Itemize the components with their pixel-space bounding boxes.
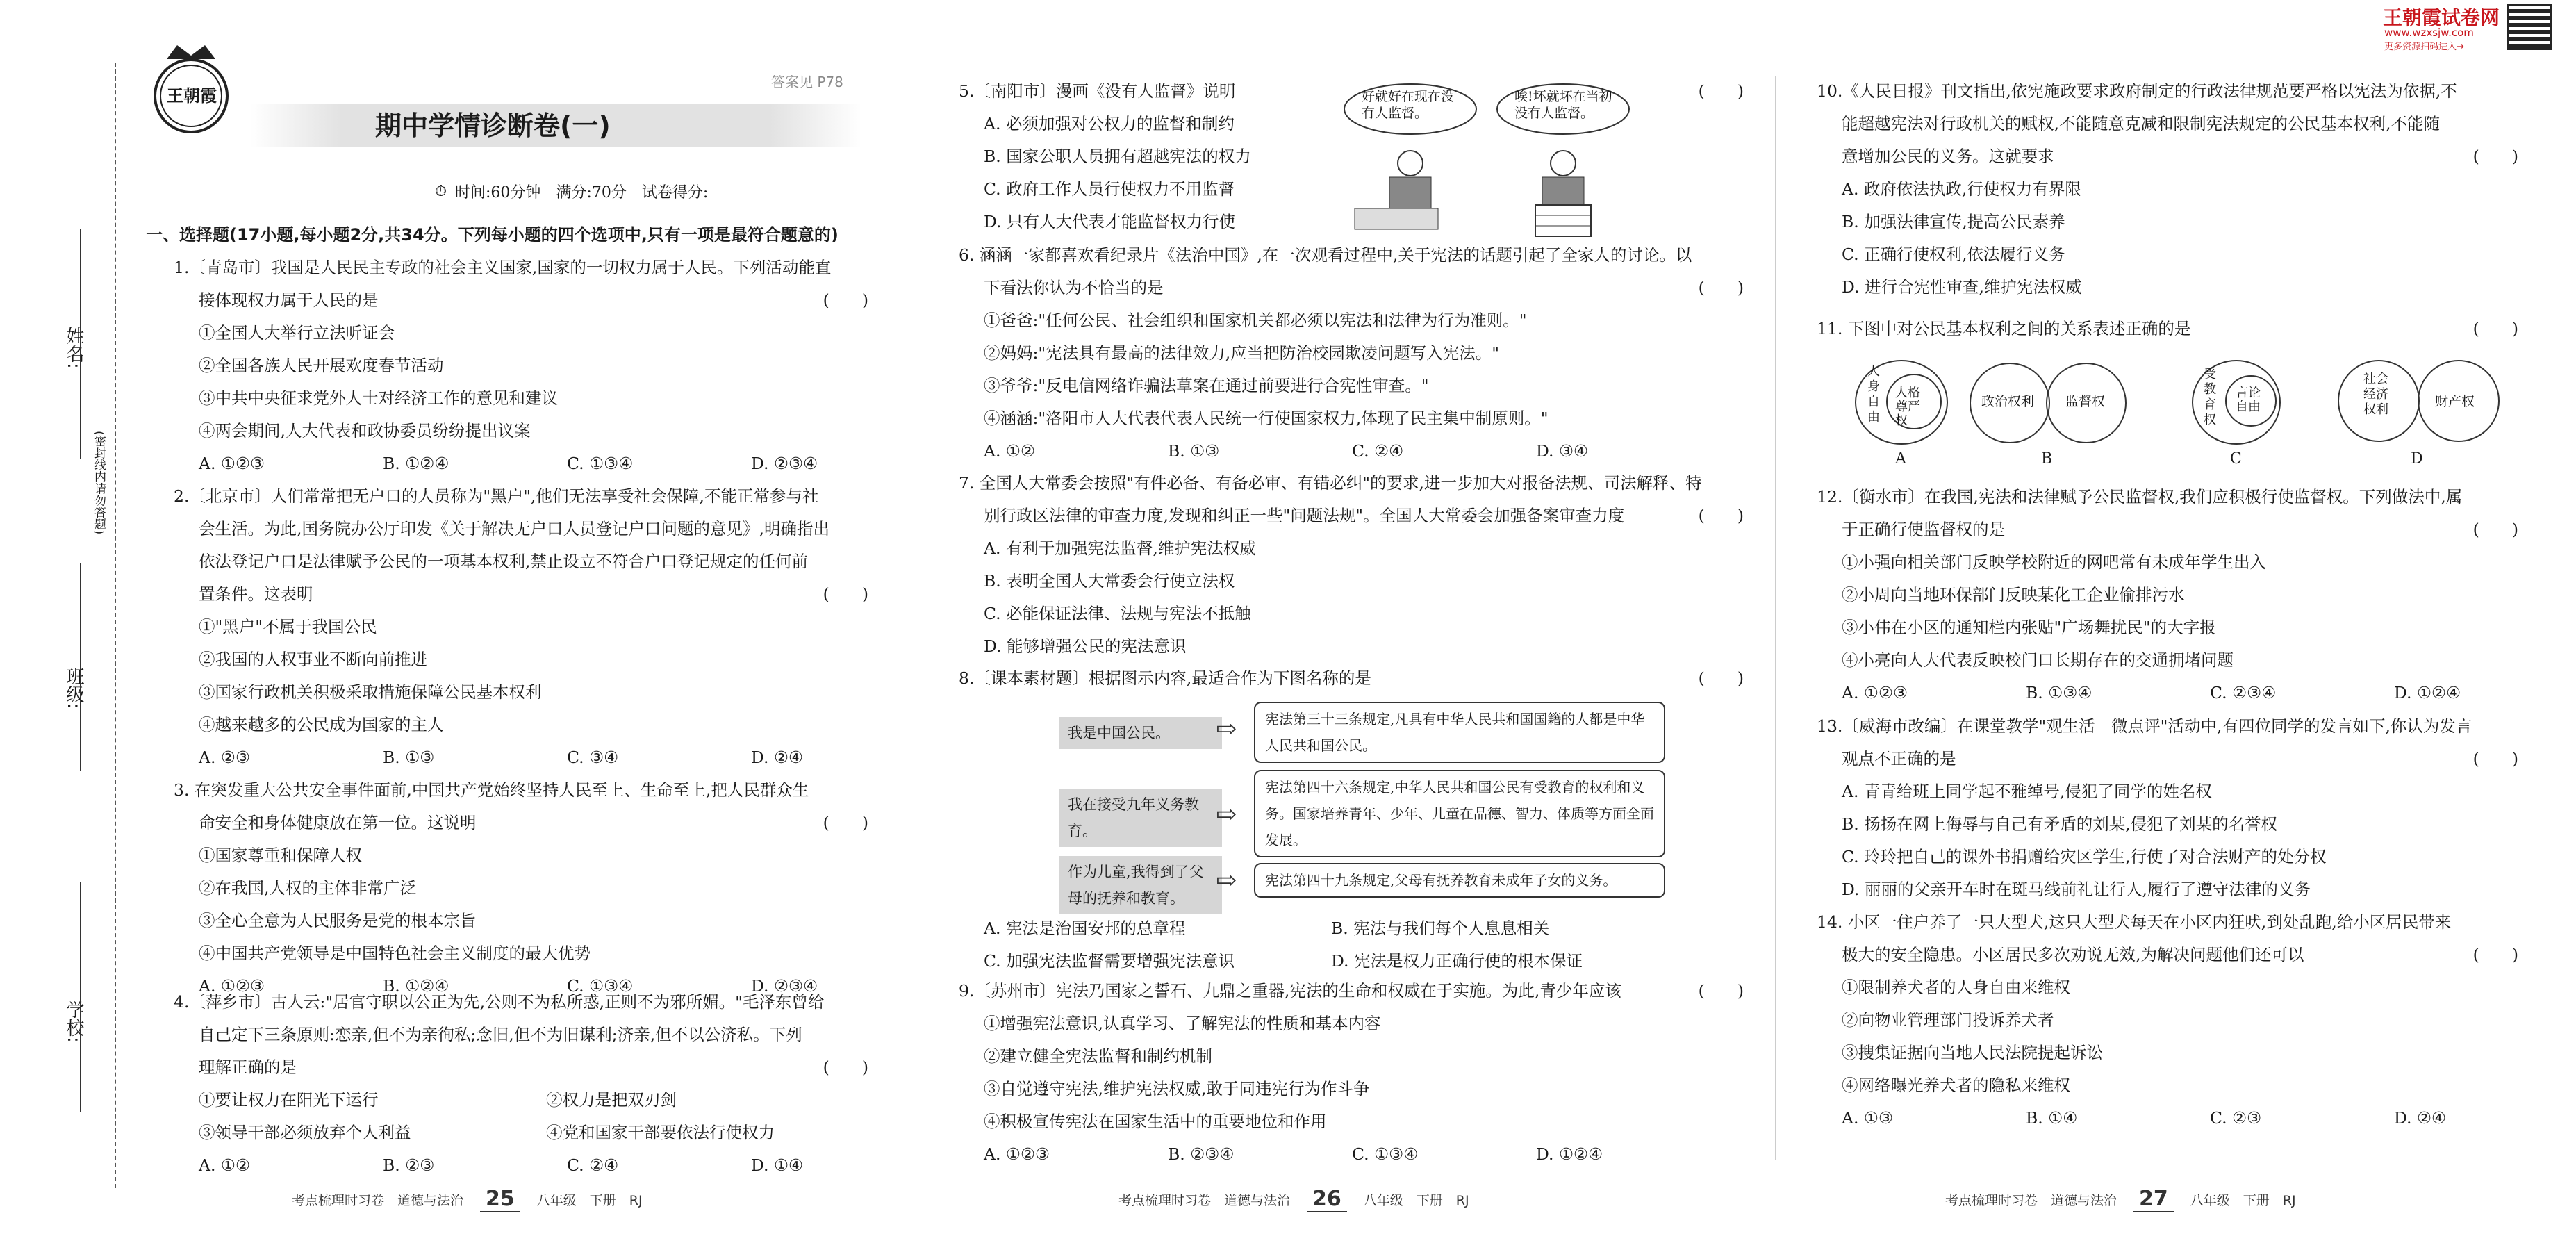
school-label: 学校: xyxy=(63,1001,84,1043)
exam-meta: 时间:60分钟 满分:70分 试卷得分: xyxy=(455,184,709,201)
name-label: 姓名: xyxy=(63,327,84,369)
q2-item2: ②我国的人权事业不断向前推进 xyxy=(199,650,427,669)
q1-line1: 1.〔青岛市〕我国是人民民主专政的社会主义国家,国家的一切权力属于人民。下列活动能直 xyxy=(174,258,832,277)
question-3 xyxy=(174,774,868,1003)
q4-option-a[interactable]: A. ①② xyxy=(199,1155,251,1175)
q3-item4: ④中国共产党领导是中国特色社会主义制度的最大优势 xyxy=(199,944,591,963)
q9-option-a[interactable]: A. ①②③ xyxy=(984,1144,1050,1164)
q9-option-b[interactable]: B. ②③④ xyxy=(1168,1144,1235,1164)
q8-gray-box-1: 我是中国公民。 xyxy=(1059,717,1222,749)
q8-arrow-3: ⇨ xyxy=(1216,866,1237,895)
q8-option-a[interactable]: A. 宪法是治国安邦的总章程 xyxy=(984,919,1186,938)
q1-option-a[interactable]: A. ①②③ xyxy=(199,454,265,473)
q7-option-d[interactable]: D. 能够增强公民的宪法意识 xyxy=(984,636,1187,656)
q13-answer-paren[interactable]: ( ) xyxy=(2472,749,2518,768)
q7-answer-paren[interactable]: ( ) xyxy=(1698,506,1744,525)
page-number: 27 xyxy=(2133,1187,2174,1212)
q8-box-3: 宪法第四十九条规定,父母有抚养教育未成年子女的义务。 xyxy=(1254,863,1665,898)
q8-gray-box-3: 作为儿童,我得到了父母的抚养和教育。 xyxy=(1059,856,1222,914)
site-name: 王朝霞试卷网 xyxy=(2383,6,2500,29)
q1-options xyxy=(174,447,868,480)
q5-option-b[interactable]: B. 国家公职人员拥有超越宪法的权力 xyxy=(984,147,1251,166)
q10-option-b[interactable]: B. 加强法律宣传,提高公民素养 xyxy=(1842,212,2065,231)
q10-option-d[interactable]: D. 进行合宪性审查,维护宪法权威 xyxy=(1842,277,2082,297)
binding-line xyxy=(115,63,116,1188)
q11-b-label-2: 监督权 xyxy=(2065,394,2106,409)
question-12 xyxy=(1817,481,2518,709)
q14-answer-paren[interactable]: ( ) xyxy=(2472,945,2518,964)
q7-line1: 7. 全国人大常委会按照"有件必备、有备必审、有错必纠"的要求,进一步加大对报备法规、司法解释、特 xyxy=(959,473,1702,493)
q14-item4: ④网络曝光养犬者的隐私来维权 xyxy=(1842,1076,2070,1095)
q2-line3: 依法登记户口是法律赋予公民的一项基本权利,禁止设立不符合户口登记规定的任何前 xyxy=(199,552,808,571)
q10-option-c[interactable]: C. 正确行使权利,依法履行义务 xyxy=(1842,245,2065,264)
clock-icon: ⏱ xyxy=(435,183,447,200)
q12-item2: ②小周向当地环保部门反映某化工企业偷排污水 xyxy=(1842,585,2185,604)
q14-option-b[interactable]: B. ①④ xyxy=(2026,1108,2078,1128)
q5-option-c[interactable]: C. 政府工作人员行使权力不用监督 xyxy=(984,179,1235,199)
question-2 xyxy=(174,480,868,774)
q6-option-c[interactable]: C. ②④ xyxy=(1352,441,1404,461)
q3-option-c[interactable]: C. ①③④ xyxy=(567,976,634,996)
q7-line2: 别行政区法律的审查力度,发现和纠正一些"问题法规"。全国人大常委会加强备案审查力度 xyxy=(984,506,1625,525)
q14-option-a[interactable]: A. ①③ xyxy=(1842,1108,1894,1128)
q14-item3: ③搜集证据向当地人民法院提起诉讼 xyxy=(1842,1043,2103,1062)
q2-option-a[interactable]: A. ②③ xyxy=(199,748,251,767)
q6-options xyxy=(959,435,1744,468)
q12-item1: ①小强向相关部门反映学校附近的网吧常有未成年学生出入 xyxy=(1842,552,2266,572)
q5-bubble-2: 唉!坏就坏在当初没有人监督。 xyxy=(1514,89,1612,121)
q11-d-label-2: 财产权 xyxy=(2435,394,2475,409)
q11-a-inner-label: 人格尊严权 xyxy=(1895,386,1920,428)
q2-item3: ③国家行政机关积极采取措施保障公民基本权利 xyxy=(199,682,542,702)
q14-line1: 14. 小区一住户养了一只大型犬,这只大型犬每天在小区内狂吠,到处乱跑,给小区居民带来 xyxy=(1817,912,2452,932)
q3-option-b[interactable]: B. ①②④ xyxy=(383,976,449,996)
section-heading: 一、选择题(17小题,每小题2分,共34分。下列每小题的四个选项中,只有一项是最符合题意的) xyxy=(146,225,839,245)
q8-answer-paren[interactable]: ( ) xyxy=(1698,668,1744,688)
q6-item2: ②妈妈:"宪法具有最高的法律效力,应当把防治校园欺凌问题写入宪法。" xyxy=(984,343,1500,363)
q8-arrow-2: ⇨ xyxy=(1216,800,1237,829)
footer-left: 考点梳理时习卷 道德与法治 xyxy=(1945,1193,2117,1208)
q13-option-a[interactable]: A. 青青给班上同学起不雅绰号,侵犯了同学的姓名权 xyxy=(1842,782,2212,801)
q9-item4: ④积极宣传宪法在国家生活中的重要地位和作用 xyxy=(984,1112,1327,1131)
page-title: 期中学情诊断卷(一) xyxy=(375,110,611,141)
q9-option-d[interactable]: D. ①②④ xyxy=(1536,1144,1603,1164)
q14-option-d[interactable]: D. ②④ xyxy=(2394,1108,2447,1128)
q4-option-c[interactable]: C. ②④ xyxy=(567,1155,619,1175)
q1-item2: ②全国各族人民开展欢度春节活动 xyxy=(199,356,444,375)
q14-item1: ①限制养犬者的人身自由来维权 xyxy=(1842,978,2070,997)
answer-ref: 答案见 P78 xyxy=(771,74,843,90)
q4-answer-paren[interactable]: ( ) xyxy=(823,1057,868,1077)
q5-bubble-1: 好就好在现在没有人监督。 xyxy=(1362,89,1455,121)
question-10 xyxy=(1817,75,2518,304)
q5-cartoon xyxy=(1334,80,1646,240)
q4-item3: ③领导干部必须放弃个人利益 xyxy=(199,1123,411,1142)
q4-item2: ②权力是把双刃剑 xyxy=(546,1090,677,1110)
q12-item4: ④小亮向人大代表反映校门口长期存在的交通拥堵问题 xyxy=(1842,650,2234,670)
q4-item1: ①要让权力在阳光下运行 xyxy=(199,1090,379,1110)
q9-options xyxy=(959,1138,1744,1171)
q11-c-inner-label: 言论自由 xyxy=(2236,386,2261,414)
q8-box-1: 宪法第三十三条规定,凡具有中华人民共和国国籍的人都是中华人民共和国公民。 xyxy=(1254,702,1665,763)
q9-line1: 9.〔苏州市〕宪法乃国家之誓石、九鼎之重器,宪法的生命和权威在于实施。为此,青少年应该 xyxy=(959,981,1621,1001)
q3-item2: ②在我国,人权的主体非常广泛 xyxy=(199,878,416,898)
q8-option-d[interactable]: D. 宪法是权力正确行使的根本保证 xyxy=(1331,951,1583,971)
class-label: 班级: xyxy=(63,667,84,709)
page-number: 26 xyxy=(1307,1187,1347,1212)
q11-answer-paren[interactable]: ( ) xyxy=(2472,319,2518,338)
q5-option-a[interactable]: A. 必须加强对公权力的监督和制约 xyxy=(984,114,1235,133)
site-url: www.wzxsjw.com xyxy=(2384,26,2474,39)
q12-item3: ③小伟在小区的通知栏内张贴"广场舞扰民"的大字报 xyxy=(1842,618,2216,637)
footer-left: 考点梳理时习卷 道德与法治 xyxy=(292,1193,464,1208)
question-4 xyxy=(174,986,868,1182)
q10-line2: 能超越宪法对行政机关的赋权,不能随意克减和限制宪法规定的公民基本权利,不能随 xyxy=(1842,114,2440,133)
q3-item3: ③全心全意为人民服务是党的根本宗旨 xyxy=(199,911,477,930)
school-underline xyxy=(80,882,81,1112)
q7-option-c[interactable]: C. 必能保证法律、法规与宪法不抵触 xyxy=(984,604,1251,623)
q4-item4: ④党和国家干部要依法行使权力 xyxy=(546,1123,775,1142)
q5-option-d[interactable]: D. 只有人大代表才能监督权力行使 xyxy=(984,212,1235,231)
footer-left: 考点梳理时习卷 道德与法治 xyxy=(1118,1193,1291,1208)
q9-item2: ②建立健全宪法监督和制约机制 xyxy=(984,1046,1212,1066)
q9-answer-paren[interactable]: ( ) xyxy=(1698,981,1744,1001)
q3-line2: 命安全和身体健康放在第一位。这说明 xyxy=(199,813,477,832)
q6-item3: ③爷爷:"反电信网络诈骗法草案在通过前要进行合宪性审查。" xyxy=(984,376,1429,395)
q11-label-c[interactable]: C xyxy=(2230,450,2242,468)
question-11 xyxy=(1817,313,2518,345)
q4-option-d[interactable]: D. ①④ xyxy=(751,1155,804,1175)
q8-gray-box-2: 我在接受九年义务教育。 xyxy=(1059,789,1222,847)
q4-line3: 理解正确的是 xyxy=(199,1057,297,1077)
q14-item2: ②向物业管理部门投诉养犬者 xyxy=(1842,1010,2054,1030)
question-6 xyxy=(959,239,1744,468)
footer-page-25 xyxy=(292,1187,643,1212)
q13-line1: 13.〔威海市改编〕在课堂教学"观生活 微点评"活动中,有四位同学的发言如下,你认为发言 xyxy=(1817,716,2472,736)
qr-code-icon xyxy=(2507,4,2552,50)
q2-item1: ①"黑户"不属于我国公民 xyxy=(199,617,377,636)
q2-option-c[interactable]: C. ③④ xyxy=(567,748,619,767)
q4-options xyxy=(174,1149,868,1182)
q4-line1: 4.〔萍乡市〕古人云:"居官守职以公正为先,公则不为私所惑,正则不为邪所媚。"毛泽东曾给 xyxy=(174,992,825,1012)
q2-line4: 置条件。这表明 xyxy=(199,584,313,604)
q4-option-b[interactable]: B. ②③ xyxy=(383,1155,435,1175)
q11-label-d[interactable]: D xyxy=(2411,450,2423,468)
footer-right: 八年级 下册 RJ xyxy=(2190,1193,2296,1208)
q13-option-d[interactable]: D. 丽丽的父亲开车时在斑马线前礼让行人,履行了遵守法律的义务 xyxy=(1842,880,2311,899)
question-13 xyxy=(1817,710,2518,906)
q12-line2: 于正确行使监督权的是 xyxy=(1842,520,2005,539)
q14-line2: 极大的安全隐患。小区居民多次劝说无效,为解决问题他们还可以 xyxy=(1842,945,2304,964)
q6-answer-paren[interactable]: ( ) xyxy=(1698,278,1744,297)
q6-item4: ④涵涵:"洛阳市人大代表代表人民统一行使国家权力,体现了民主集中制原则。" xyxy=(984,409,1549,428)
q3-answer-paren[interactable]: ( ) xyxy=(823,813,868,832)
q3-line1: 3. 在突发重大公共安全事件面前,中国共产党始终坚持人民至上、生命至上,把人民群众生 xyxy=(174,780,809,800)
q5-answer-paren[interactable]: ( ) xyxy=(1698,81,1744,101)
q8-box-2: 宪法第四十六条规定,中华人民共和国公民有受教育的权利和义务。国家培养青年、少年、儿童在品德、智力、体质等方面全面发展。 xyxy=(1254,770,1665,857)
q6-line2: 下看法你认为不恰当的是 xyxy=(984,278,1164,297)
q11-d-label-1: 社会经济权利 xyxy=(2363,372,2388,417)
q2-option-d[interactable]: D. ②④ xyxy=(751,748,804,767)
seal-note: (密封线内请勿答题) xyxy=(92,431,106,535)
q12-option-b[interactable]: B. ①③④ xyxy=(2026,683,2092,702)
q11-a-outer-label: 人身自由 xyxy=(1867,364,1880,425)
q8-option-b[interactable]: B. 宪法与我们每个人息息相关 xyxy=(1331,919,1550,938)
q6-item1: ①爸爸:"任何公民、社会组织和国家机关都必须以宪法和法律为行为准则。" xyxy=(984,311,1527,330)
q11-line1: 11. 下图中对公民基本权利之间的关系表述正确的是 xyxy=(1817,319,2191,338)
q14-option-c[interactable]: C. ②③ xyxy=(2210,1108,2262,1128)
q1-answer-paren[interactable]: ( ) xyxy=(823,290,868,310)
q10-line3: 意增加公民的义务。这就要求 xyxy=(1842,147,2054,166)
q6-option-b[interactable]: B. ①③ xyxy=(1168,441,1220,461)
footer-page-26 xyxy=(1118,1187,1469,1212)
q6-option-a[interactable]: A. ①② xyxy=(984,441,1036,461)
brand-logo xyxy=(139,42,243,139)
site-note: 更多资源扫码进入→ xyxy=(2384,42,2464,52)
q3-item1: ①国家尊重和保障人权 xyxy=(199,846,362,865)
q9-item3: ③自觉遵守宪法,维护宪法权威,敢于同违宪行为作斗争 xyxy=(984,1079,1370,1098)
q12-answer-paren[interactable]: ( ) xyxy=(2472,520,2518,539)
q13-option-b[interactable]: B. 扬扬在网上侮辱与自己有矛盾的刘某,侵犯了刘某的名誉权 xyxy=(1842,814,2278,834)
q2-line1: 2.〔北京市〕人们常常把无户口的人员称为"黑户",他们无法享受社会保障,不能正常参与社 xyxy=(174,486,819,506)
question-14 xyxy=(1817,906,2518,1135)
q2-item4: ④越来越多的公民成为国家的主人 xyxy=(199,715,444,734)
q1-option-d[interactable]: D. ②③④ xyxy=(751,454,818,473)
q10-line1: 10.《人民日报》刊文指出,依宪施政要求政府制定的行政法律规范要严格以宪法为依据,不 xyxy=(1817,81,2457,101)
q12-option-d[interactable]: D. ①②④ xyxy=(2394,683,2461,702)
brand-name: 王朝霞 xyxy=(167,85,217,106)
q4-line2: 自己定下三条原则:恋亲,但不为亲徇私;念旧,但不为旧谋利;济亲,但不以公济私。下列 xyxy=(199,1025,802,1044)
q12-line1: 12.〔衡水市〕在我国,宪法和法律赋予公民监督权,我们应积极行使监督权。下列做法中,属 xyxy=(1817,487,2463,507)
q6-line1: 6. 涵涵一家都喜欢看纪录片《法治中国》,在一次观看过程中,关于宪法的话题引起了全家人的讨论。以 xyxy=(959,245,1692,265)
q8-option-c[interactable]: C. 加强宪法监督需要增强宪法意识 xyxy=(984,951,1235,971)
q6-option-d[interactable]: D. ③④ xyxy=(1536,441,1589,461)
q3-option-a[interactable]: A. ①②③ xyxy=(199,976,265,996)
q7-option-a[interactable]: A. 有利于加强宪法监督,维护宪法权威 xyxy=(984,538,1256,558)
class-underline xyxy=(80,563,81,771)
footer-right: 八年级 下册 RJ xyxy=(536,1193,643,1208)
question-1 xyxy=(174,252,868,480)
q11-b-label-1: 政治权利 xyxy=(1981,394,2035,409)
column-divider-2 xyxy=(1775,76,1776,1160)
q7-option-b[interactable]: B. 表明全国人大常委会行使立法权 xyxy=(984,571,1235,591)
q9-option-c[interactable]: C. ①③④ xyxy=(1352,1144,1419,1164)
q13-option-c[interactable]: C. 玲玲把自己的课外书捐赠给灾区学生,行使了对合法财产的处分权 xyxy=(1842,847,2327,866)
q8-line1: 8.〔课本素材题〕根据图示内容,最适合作为下图名称的是 xyxy=(959,668,1371,688)
question-7 xyxy=(959,467,1744,663)
q12-options xyxy=(1817,677,2518,709)
footer-page-27 xyxy=(1945,1187,2296,1212)
q2-answer-paren[interactable]: ( ) xyxy=(823,584,868,604)
q10-answer-paren[interactable]: ( ) xyxy=(2472,147,2518,166)
q5-line1: 5.〔南阳市〕漫画《没有人监督》说明 xyxy=(959,81,1236,101)
page-number: 25 xyxy=(480,1187,520,1212)
q9-item1: ①增强宪法意识,认真学习、了解宪法的性质和基本内容 xyxy=(984,1014,1381,1033)
q2-line2: 会生活。为此,国务院办公厅印发《关于解决无户口人员登记户口问题的意见》,明确指出 xyxy=(199,519,829,538)
q11-label-a[interactable]: A xyxy=(1895,450,1906,468)
q12-option-c[interactable]: C. ②③④ xyxy=(2210,683,2277,702)
q3-option-d[interactable]: D. ②③④ xyxy=(751,976,818,996)
q8-options xyxy=(959,912,1744,978)
q1-item1: ①全国人大举行立法听证会 xyxy=(199,323,395,343)
q10-option-a[interactable]: A. 政府依法执政,行使权力有界限 xyxy=(1842,179,2081,199)
question-8 xyxy=(959,662,1744,695)
q8-arrow-1: ⇨ xyxy=(1216,715,1237,743)
q12-option-a[interactable]: A. ①②③ xyxy=(1842,683,1908,702)
q14-options xyxy=(1817,1102,2518,1135)
q2-option-b[interactable]: B. ①③ xyxy=(383,748,435,767)
q11-c-outer-label: 受教育权 xyxy=(2204,367,2216,427)
q1-item4: ④两会期间,人大代表和政协委员纷纷提出议案 xyxy=(199,421,531,441)
question-9 xyxy=(959,975,1744,1171)
q1-item3: ③中共中央征求党外人士对经济工作的意见和建议 xyxy=(199,388,558,408)
q1-option-c[interactable]: C. ①③④ xyxy=(567,454,634,473)
footer-right: 八年级 下册 RJ xyxy=(1363,1193,1469,1208)
q13-line2: 观点不正确的是 xyxy=(1842,749,1956,768)
q1-line2: 接体现权力属于人民的是 xyxy=(199,290,379,310)
q1-option-b[interactable]: B. ①②④ xyxy=(383,454,449,473)
q2-options xyxy=(174,741,868,774)
name-underline xyxy=(80,229,81,459)
q11-label-b[interactable]: B xyxy=(2041,450,2053,468)
